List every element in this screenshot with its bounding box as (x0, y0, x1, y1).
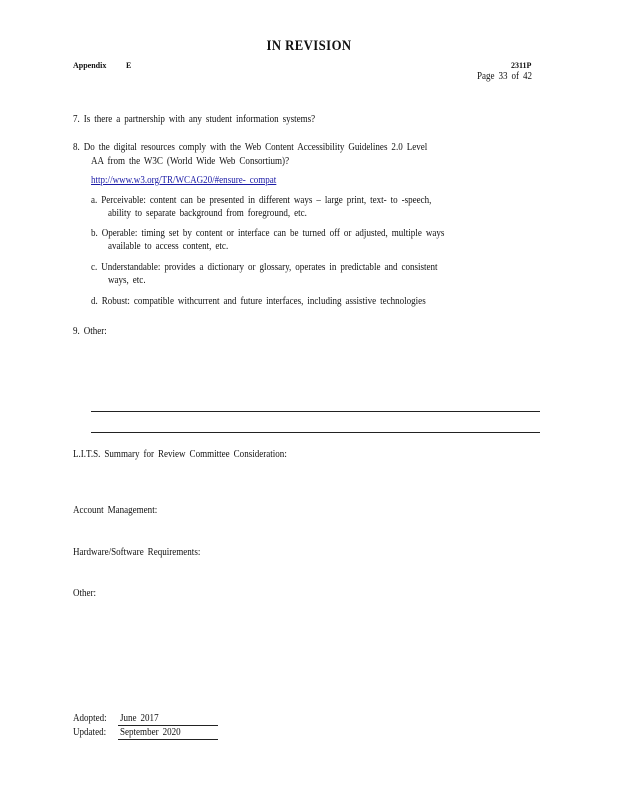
adopted-label: Adopted: (73, 713, 107, 724)
doc-code: 2311P (511, 61, 532, 70)
item-c-line2: ways, etc. (108, 275, 146, 286)
page-info: Page 33 of 42 (477, 71, 533, 82)
updated-value: September 2020 (120, 727, 181, 738)
updated-label: Updated: (73, 727, 107, 738)
appendix-label: Appendix (73, 61, 107, 70)
item-b-line2: available to access content, etc. (108, 241, 229, 252)
question-8-line1: 8. Do the digital resources comply with the Web Content Accessibility Guidelines 2.0 Level (73, 142, 428, 153)
question-8-line2: AA from the W3C (World Wide Web Consortium)? (91, 156, 290, 167)
item-a-line2: ability to separate background from foreground, etc. (108, 208, 307, 219)
summary-heading: L.I.T.S. Summary for Review Committee Consideration: (73, 449, 287, 460)
item-a-line1: a. Perceivable: content can be presented in different ways – large print, text- to -speech, (91, 195, 432, 206)
answer-line-2 (91, 432, 540, 433)
account-management-label: Account Management: (73, 505, 158, 516)
question-7: 7. Is there a partnership with any student information systems? (73, 114, 316, 125)
item-d-line1: d. Robust: compatible withcurrent and future interfaces, including assistive technologies (91, 296, 426, 307)
answer-line-1 (91, 411, 540, 412)
page-title: IN REVISION (266, 38, 352, 54)
question-9: 9. Other: (73, 326, 107, 337)
item-b-line1: b. Operable: timing set by content or interface can be turned off or adjusted, multiple ways (91, 228, 445, 239)
hardware-software-label: Hardware/Software Requirements: (73, 547, 201, 558)
updated-underline (118, 739, 218, 740)
wcag-link[interactable]: http://www.w3.org/TR/WCAG20/#ensure- compat (91, 175, 277, 186)
item-c-line1: c. Understandable: provides a dictionary or glossary, operates in predictable and consistent (91, 262, 438, 273)
summary-other-label: Other: (73, 588, 97, 599)
adopted-value: June 2017 (120, 713, 159, 724)
adopted-underline (118, 725, 218, 726)
appendix-letter: E (126, 61, 132, 70)
